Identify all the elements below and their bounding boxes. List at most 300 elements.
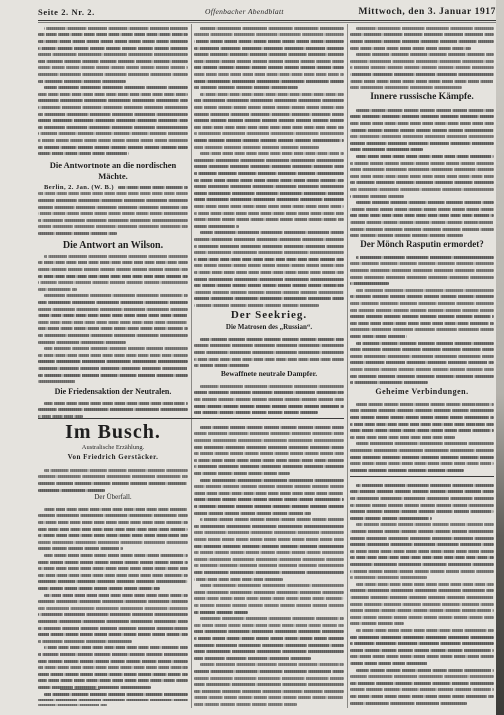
text-line bbox=[350, 436, 455, 439]
text-line bbox=[350, 550, 494, 553]
text-line bbox=[38, 288, 77, 291]
text-line bbox=[350, 504, 494, 507]
text-line bbox=[350, 322, 494, 325]
text-line bbox=[194, 690, 344, 693]
text-line bbox=[44, 554, 188, 557]
text-line bbox=[194, 446, 344, 449]
text-line bbox=[194, 225, 239, 228]
text-line bbox=[38, 633, 188, 636]
text-line bbox=[194, 624, 344, 627]
text-line bbox=[350, 355, 494, 358]
text-line bbox=[200, 231, 344, 234]
text-line bbox=[200, 584, 344, 587]
headline-russia: Innere russische Kämpfe. bbox=[370, 92, 474, 102]
text-line bbox=[194, 185, 344, 188]
text-line bbox=[350, 221, 494, 224]
text-line bbox=[356, 201, 494, 204]
text-line bbox=[194, 485, 344, 488]
text-line bbox=[356, 669, 494, 672]
text-line bbox=[194, 86, 298, 89]
masthead-rule bbox=[38, 20, 496, 21]
text-line bbox=[356, 53, 494, 56]
text-line bbox=[194, 398, 344, 401]
text-line bbox=[350, 449, 494, 452]
article-text-block bbox=[350, 401, 494, 471]
text-line bbox=[194, 411, 318, 414]
text-line bbox=[38, 206, 188, 209]
text-line bbox=[350, 702, 467, 705]
text-line bbox=[38, 212, 188, 215]
text-line bbox=[350, 66, 494, 69]
text-line bbox=[194, 192, 344, 195]
text-line bbox=[194, 47, 344, 50]
text-line bbox=[350, 537, 494, 540]
text-line bbox=[194, 60, 344, 63]
masthead-rule-thin bbox=[38, 22, 496, 23]
text-line bbox=[350, 530, 494, 533]
text-line bbox=[194, 564, 344, 567]
text-line bbox=[350, 122, 494, 125]
page-label: Seite 2. Nr. 2. bbox=[38, 7, 95, 17]
text-line bbox=[38, 139, 188, 142]
text-line bbox=[356, 27, 494, 30]
text-line bbox=[194, 205, 344, 208]
text-line bbox=[194, 264, 344, 267]
text-line bbox=[38, 607, 188, 610]
text-line bbox=[350, 576, 427, 579]
text-line bbox=[350, 688, 494, 691]
text-line bbox=[194, 432, 344, 435]
text-line bbox=[194, 251, 344, 254]
article-text-block bbox=[38, 400, 188, 416]
text-line bbox=[350, 208, 494, 211]
text-line bbox=[194, 452, 344, 455]
headline-nordic-note: Die Antwortnote an die nordischen bbox=[49, 160, 177, 170]
text-line bbox=[194, 538, 344, 541]
article-text-block bbox=[350, 25, 494, 89]
text-line bbox=[194, 571, 344, 574]
text-line bbox=[350, 469, 464, 472]
text-line bbox=[350, 596, 494, 599]
text-line bbox=[350, 423, 494, 426]
text-line bbox=[350, 168, 494, 171]
text-line bbox=[38, 627, 188, 630]
text-line bbox=[38, 261, 188, 264]
feuilleton-text-block bbox=[38, 467, 188, 491]
text-line bbox=[350, 335, 407, 338]
text-line bbox=[38, 528, 188, 531]
feuilleton-title: Im Busch. bbox=[65, 421, 161, 443]
text-line bbox=[38, 192, 188, 195]
text-line bbox=[350, 40, 494, 43]
text-line bbox=[350, 497, 494, 500]
text-line bbox=[194, 657, 311, 660]
text-line bbox=[194, 106, 344, 109]
footnote-text-block bbox=[38, 692, 188, 707]
text-line bbox=[350, 73, 494, 76]
article-text-block bbox=[38, 184, 188, 239]
text-line bbox=[350, 269, 494, 272]
text-line bbox=[350, 361, 494, 364]
text-line bbox=[38, 521, 188, 524]
text-line bbox=[38, 666, 188, 669]
text-line bbox=[194, 391, 344, 394]
text-line bbox=[44, 402, 188, 405]
text-line bbox=[356, 342, 494, 345]
article-text-block bbox=[350, 107, 494, 237]
text-line bbox=[38, 475, 188, 478]
text-line bbox=[194, 53, 344, 56]
text-line bbox=[350, 276, 494, 279]
text-line bbox=[38, 341, 126, 344]
headline-rasputin: Der Mönch Rasputin ermordet? bbox=[360, 239, 484, 249]
text-line bbox=[194, 405, 344, 408]
text-line bbox=[194, 558, 344, 561]
text-line bbox=[356, 289, 494, 292]
article-text-block bbox=[194, 25, 344, 307]
text-line bbox=[38, 673, 188, 676]
text-line bbox=[350, 682, 494, 685]
text-line bbox=[38, 113, 188, 116]
text-line bbox=[194, 132, 344, 135]
text-line bbox=[38, 314, 188, 317]
text-line bbox=[350, 262, 494, 265]
headline-armed-steamers: Bewaffnete neutrale Dampfer. bbox=[220, 369, 318, 378]
text-line bbox=[38, 380, 76, 383]
text-line bbox=[200, 385, 344, 388]
column-separator bbox=[191, 24, 192, 708]
text-line bbox=[194, 703, 297, 706]
text-line bbox=[194, 73, 344, 76]
text-line bbox=[38, 308, 188, 311]
text-line bbox=[200, 338, 344, 341]
text-line bbox=[38, 47, 188, 50]
text-line bbox=[194, 271, 344, 274]
feuilleton-text-block bbox=[38, 506, 188, 686]
text-line bbox=[356, 629, 494, 632]
text-line bbox=[194, 591, 344, 594]
text-line bbox=[38, 360, 188, 363]
text-line bbox=[38, 152, 129, 155]
text-line bbox=[194, 696, 344, 699]
text-line bbox=[350, 86, 462, 89]
text-line bbox=[350, 33, 494, 36]
text-line bbox=[194, 139, 344, 142]
dateline: Berlin, 2. Jan. (W. B.) bbox=[44, 184, 114, 191]
text-line bbox=[194, 351, 344, 354]
feuilleton-rule bbox=[38, 418, 344, 419]
text-line bbox=[38, 80, 126, 83]
text-line bbox=[350, 556, 494, 559]
text-line bbox=[38, 367, 188, 370]
text-line bbox=[38, 321, 188, 324]
text-line bbox=[44, 255, 188, 258]
text-line bbox=[194, 179, 344, 182]
text-line bbox=[194, 113, 344, 116]
text-line bbox=[194, 146, 319, 149]
text-line bbox=[350, 195, 404, 198]
text-line bbox=[38, 580, 188, 583]
text-line bbox=[350, 462, 494, 465]
article-text-block bbox=[38, 25, 188, 160]
text-line bbox=[38, 679, 188, 682]
text-line bbox=[200, 479, 344, 482]
headline-wilson: Die Antwort an Wilson. bbox=[62, 240, 164, 251]
text-line bbox=[38, 660, 188, 663]
article-text-block bbox=[350, 254, 494, 384]
text-line bbox=[194, 238, 344, 241]
text-line bbox=[200, 93, 344, 96]
feuilleton-subtitle: Australische Erzählung. bbox=[81, 444, 145, 451]
text-line bbox=[350, 603, 494, 606]
text-line bbox=[194, 630, 344, 633]
text-line bbox=[194, 670, 344, 673]
text-line bbox=[44, 347, 188, 350]
text-line bbox=[194, 650, 344, 653]
text-line bbox=[38, 106, 188, 109]
text-line bbox=[350, 429, 494, 432]
text-line bbox=[38, 33, 188, 36]
text-line bbox=[194, 465, 344, 468]
text-line bbox=[38, 547, 123, 550]
text-line bbox=[194, 284, 344, 287]
text-line bbox=[350, 129, 494, 132]
text-line bbox=[38, 699, 188, 701]
text-line bbox=[38, 567, 188, 570]
text-line bbox=[350, 695, 494, 698]
text-line bbox=[38, 354, 188, 357]
text-line bbox=[350, 328, 494, 331]
text-line bbox=[350, 609, 494, 612]
text-line bbox=[44, 27, 188, 30]
column-separator bbox=[347, 24, 348, 708]
text-line bbox=[38, 541, 188, 544]
text-line bbox=[44, 646, 188, 649]
feuilleton-text-block bbox=[194, 424, 344, 706]
text-line bbox=[194, 291, 344, 294]
text-line bbox=[194, 459, 344, 462]
text-line bbox=[350, 142, 494, 145]
text-line bbox=[38, 225, 188, 228]
text-line bbox=[38, 600, 188, 603]
text-line bbox=[194, 344, 344, 347]
text-line bbox=[194, 512, 311, 515]
text-line bbox=[194, 99, 344, 102]
text-line bbox=[194, 505, 344, 508]
text-line bbox=[356, 109, 494, 112]
text-line bbox=[350, 675, 494, 678]
text-line bbox=[350, 570, 494, 573]
text-line bbox=[350, 282, 389, 285]
text-line bbox=[350, 135, 494, 138]
text-line bbox=[38, 482, 188, 485]
feuilleton-rule bbox=[350, 476, 494, 477]
text-line bbox=[38, 126, 188, 129]
text-line bbox=[194, 492, 344, 495]
text-line bbox=[350, 510, 494, 513]
text-line bbox=[194, 278, 344, 281]
text-line bbox=[200, 663, 344, 666]
text-line bbox=[194, 297, 344, 300]
text-line bbox=[194, 66, 344, 69]
text-line bbox=[194, 531, 344, 534]
feuilleton-text-block bbox=[350, 482, 494, 704]
text-line bbox=[194, 472, 290, 475]
text-line bbox=[194, 159, 344, 162]
text-line bbox=[350, 622, 404, 625]
text-line bbox=[356, 256, 494, 259]
article-text-block bbox=[194, 383, 344, 414]
text-line bbox=[194, 33, 344, 36]
text-line bbox=[200, 518, 344, 521]
text-line bbox=[38, 574, 188, 577]
subheadline-naval-war: Die Matrosen des „Russian“. bbox=[225, 323, 313, 331]
text-line bbox=[350, 375, 494, 378]
text-line bbox=[194, 551, 344, 554]
text-line bbox=[350, 642, 494, 645]
text-line bbox=[194, 126, 344, 129]
text-line bbox=[38, 119, 188, 122]
text-line bbox=[350, 368, 494, 371]
text-line bbox=[194, 439, 344, 442]
text-line bbox=[38, 301, 188, 304]
text-line bbox=[350, 234, 463, 237]
text-line bbox=[194, 40, 344, 43]
text-line bbox=[194, 198, 344, 201]
text-line bbox=[194, 245, 344, 248]
text-line bbox=[44, 86, 188, 89]
text-line bbox=[194, 258, 344, 261]
text-line bbox=[44, 594, 188, 597]
text-line bbox=[38, 268, 188, 271]
text-line bbox=[356, 403, 494, 406]
text-line bbox=[350, 649, 494, 652]
text-line bbox=[38, 146, 188, 149]
text-line bbox=[38, 587, 160, 590]
text-line bbox=[350, 80, 494, 83]
text-line bbox=[38, 489, 105, 492]
text-line bbox=[350, 228, 494, 231]
text-line bbox=[350, 188, 494, 191]
text-line bbox=[38, 281, 188, 284]
text-line bbox=[194, 165, 344, 168]
text-line bbox=[350, 636, 494, 639]
feuilleton-author: Von Friedrich Gerstäcker. bbox=[67, 453, 159, 461]
text-line bbox=[38, 40, 188, 43]
text-line bbox=[38, 620, 188, 623]
text-line bbox=[44, 294, 188, 297]
text-line bbox=[350, 517, 432, 520]
text-line bbox=[350, 315, 494, 318]
text-line bbox=[350, 662, 428, 665]
text-line bbox=[194, 80, 344, 83]
text-line bbox=[194, 212, 344, 215]
headline-nordic-note-line-2: Mächte. bbox=[98, 171, 128, 181]
text-line bbox=[38, 534, 188, 537]
footnote-rule bbox=[60, 689, 100, 690]
page-edge-shadow bbox=[496, 0, 504, 715]
text-line bbox=[38, 73, 188, 76]
text-line bbox=[350, 181, 494, 184]
text-line bbox=[38, 99, 188, 102]
text-line bbox=[44, 693, 188, 695]
text-line bbox=[38, 704, 107, 706]
text-line bbox=[38, 653, 188, 656]
text-line bbox=[350, 381, 428, 384]
text-line bbox=[200, 152, 344, 155]
text-line bbox=[194, 358, 344, 361]
text-line bbox=[38, 327, 188, 330]
text-line bbox=[38, 219, 188, 222]
text-line bbox=[44, 469, 188, 472]
text-line bbox=[350, 47, 471, 50]
issue-date: Mittwoch, den 3. Januar 1917 bbox=[358, 7, 496, 17]
text-line bbox=[350, 416, 494, 419]
text-line bbox=[356, 442, 494, 445]
text-line bbox=[356, 583, 494, 586]
text-line bbox=[350, 543, 494, 546]
text-line bbox=[200, 27, 344, 30]
text-line bbox=[356, 523, 494, 526]
headline-neutrals: Die Friedensaktion der Neutralen. bbox=[54, 387, 172, 396]
text-line bbox=[200, 426, 344, 429]
text-line bbox=[38, 93, 188, 96]
text-line bbox=[194, 218, 344, 221]
text-line bbox=[350, 589, 494, 592]
text-line bbox=[350, 409, 494, 412]
text-line bbox=[356, 484, 494, 487]
text-line bbox=[350, 309, 494, 312]
text-line bbox=[350, 616, 494, 619]
text-line bbox=[350, 148, 423, 151]
text-line bbox=[350, 162, 494, 165]
text-line bbox=[194, 545, 344, 548]
text-line bbox=[194, 644, 344, 647]
text-line bbox=[38, 66, 188, 69]
text-line bbox=[350, 175, 494, 178]
text-line bbox=[350, 214, 494, 217]
text-line bbox=[194, 677, 344, 680]
text-line bbox=[350, 60, 494, 63]
text-line bbox=[38, 232, 117, 235]
text-line bbox=[38, 640, 132, 643]
text-line bbox=[38, 60, 188, 63]
text-line bbox=[350, 295, 494, 298]
text-line bbox=[38, 334, 188, 337]
text-line bbox=[38, 561, 188, 564]
article-text-block bbox=[194, 336, 344, 366]
headline-secret: Geheime Verbindungen. bbox=[375, 387, 469, 396]
newspaper-name: Offenbacher Abendblatt bbox=[205, 7, 284, 16]
text-line bbox=[350, 563, 494, 566]
text-line bbox=[194, 611, 248, 614]
text-line bbox=[194, 597, 344, 600]
text-line bbox=[38, 613, 188, 616]
text-line bbox=[38, 514, 188, 517]
text-line bbox=[194, 172, 344, 175]
feuilleton-section-heading: Der Überfall. bbox=[94, 493, 132, 501]
text-line bbox=[38, 53, 188, 56]
text-line bbox=[350, 456, 494, 459]
text-line bbox=[118, 186, 188, 189]
text-line bbox=[38, 374, 188, 377]
text-line bbox=[350, 490, 494, 493]
text-line bbox=[350, 115, 494, 118]
text-line bbox=[38, 408, 188, 411]
text-line bbox=[350, 302, 494, 305]
text-line bbox=[194, 304, 319, 307]
text-line bbox=[350, 348, 494, 351]
